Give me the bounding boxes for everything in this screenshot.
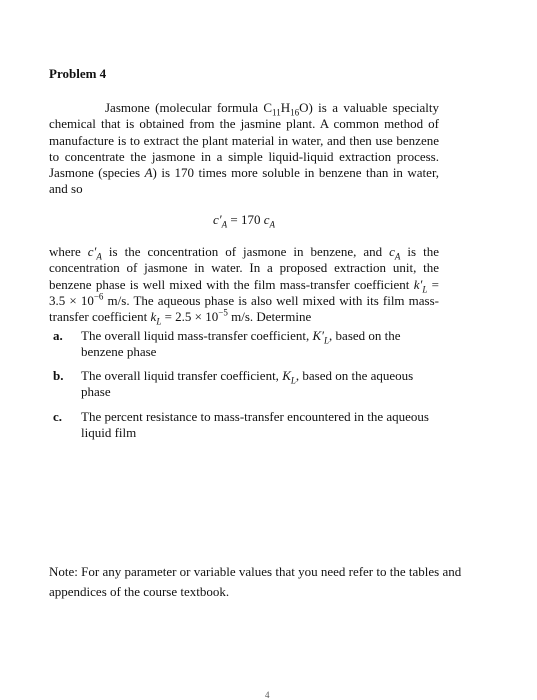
body-var-1-sub: A <box>96 251 102 262</box>
body-var-2-sub: A <box>394 251 401 262</box>
equation-lhs: c′ <box>213 211 222 227</box>
body-var-1: c′ <box>87 244 97 260</box>
list-item <box>49 409 439 442</box>
body-text-7: m/s. Determine <box>227 309 312 325</box>
problem-heading: Problem 4 <box>49 66 107 81</box>
body-var-4: k <box>150 309 157 325</box>
item-text: The overall liquid transfer coefficient, <box>81 368 283 384</box>
item-var-sub: L <box>324 335 330 346</box>
body-text-3: is the concentration of jasmone in water. In a proposed extraction unit, the benzene phase is well mixed with the film mass-transfer coefficient <box>49 244 439 292</box>
solubility-equation <box>49 212 439 228</box>
item-text-end: , based on the benzene phase <box>81 327 401 359</box>
body-var-2: c <box>389 244 395 260</box>
body-var-4-sub: L <box>156 316 162 327</box>
item-letter: c. <box>53 408 63 424</box>
intro-text-4: ) is 170 times more soluble in benzene than in water, and so <box>49 165 439 197</box>
question-list <box>49 328 439 442</box>
intro-text-2: H <box>280 100 291 115</box>
intro-text-3: O) is a valuable specialty chemical that is obtained from the jasmine plant. A common method of manufacture is to extract the plant material in water, and then use benzene to concentrate the jasmone in a simple liquid-liquid extraction process. Jasmone (species <box>49 100 439 181</box>
item-text: The overall liquid mass-transfer coefficient, <box>81 327 313 343</box>
hydrogen-subscript: 16 <box>290 107 300 118</box>
item-var: K′ <box>312 327 325 343</box>
equation-lhs-sub: A <box>221 219 228 230</box>
exponent-1: −6 <box>93 291 104 302</box>
body-text-1: where <box>49 244 88 260</box>
item-text-end: , based on the aqueous phase <box>81 368 414 400</box>
item-var: K <box>282 368 291 384</box>
body-var-3: k′ <box>413 276 423 292</box>
species-label: A <box>144 165 153 181</box>
body-text-5: m/s. The aqueous phase is also well mixed with its film mass-transfer coefficient <box>49 292 439 325</box>
body-var-3-sub: L <box>422 284 428 295</box>
carbon-subscript: 11 <box>272 107 281 118</box>
list-item <box>49 368 439 401</box>
body-text-4: = 3.5 × 10 <box>49 276 439 308</box>
course-note: Note: For any parameter or variable values that you need refer to the tables and appendices of the course textbook. <box>49 564 462 599</box>
item-var-sub: L <box>290 375 296 386</box>
equation-operator: = 170 <box>227 211 264 227</box>
exponent-2: −5 <box>218 307 228 318</box>
page-mark: 4 <box>265 690 270 700</box>
equation-rhs: c <box>263 211 270 227</box>
list-item <box>49 328 439 361</box>
body-text-2: is the concentration of jasmone in benzene, and <box>101 244 390 260</box>
intro-text-1: Jasmone (molecular formula C <box>105 100 273 115</box>
problem-statement <box>49 100 439 449</box>
item-letter: a. <box>53 327 63 343</box>
intro-paragraph <box>49 100 439 198</box>
body-paragraph <box>49 244 439 325</box>
item-text: The percent resistance to mass-transfer encountered in the aqueous liquid film <box>81 408 429 441</box>
item-letter: b. <box>53 368 64 384</box>
equation-rhs-sub: A <box>269 219 275 230</box>
body-text-6: = 2.5 × 10 <box>161 309 219 325</box>
